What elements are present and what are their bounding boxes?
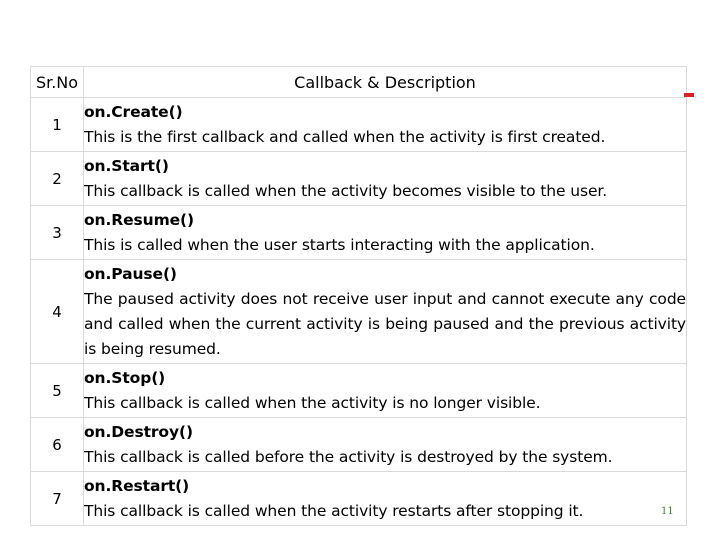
- row-description: [84, 206, 687, 260]
- callback-text: This callback is called when the activity becomes visible to the user.: [84, 181, 608, 200]
- row-description: [84, 98, 687, 152]
- header-sr-no: Sr.No: [31, 67, 84, 98]
- row-number: 6: [31, 418, 84, 472]
- callback-name: on.Restart(): [84, 476, 190, 495]
- callback-text: The paused activity does not receive user input and cannot execute any code and called when the current activity is being paused and the previous activity is being resumed.: [84, 289, 686, 358]
- table-row: [31, 364, 687, 418]
- callback-text: This is called when the user starts interacting with the application.: [84, 235, 595, 254]
- row-number: 4: [31, 260, 84, 364]
- callback-text: This callback is called when the activity restarts after stopping it.: [84, 501, 584, 520]
- row-number: 7: [31, 472, 84, 526]
- table-row: [31, 152, 687, 206]
- callback-name: on.Resume(): [84, 210, 195, 229]
- row-number: 1: [31, 98, 84, 152]
- callback-text: This callback is called when the activity is no longer visible.: [84, 393, 541, 412]
- header-callback-description: Callback & Description: [84, 67, 687, 98]
- table-row: [31, 472, 687, 526]
- table-row: [31, 206, 687, 260]
- callback-text: This callback is called before the activity is destroyed by the system.: [84, 447, 613, 466]
- table-row: [31, 98, 687, 152]
- callback-name: on.Stop(): [84, 368, 166, 387]
- table-row: [31, 418, 687, 472]
- row-description: [84, 260, 687, 364]
- row-number: 5: [31, 364, 84, 418]
- row-description: [84, 152, 687, 206]
- row-description: [84, 418, 687, 472]
- row-number: 2: [31, 152, 84, 206]
- callback-name: on.Start(): [84, 156, 169, 175]
- table-row: [31, 260, 687, 364]
- row-number: 3: [31, 206, 84, 260]
- callback-name: on.Pause(): [84, 264, 177, 283]
- row-description: [84, 472, 687, 526]
- accent-mark: [684, 93, 694, 97]
- table-header-row: [31, 67, 687, 98]
- callback-name: on.Create(): [84, 102, 183, 121]
- callbacks-table: [30, 66, 687, 526]
- callback-text: This is the first callback and called when the activity is first created.: [84, 127, 606, 146]
- row-description: [84, 364, 687, 418]
- page-number: 11: [661, 506, 674, 517]
- callback-name: on.Destroy(): [84, 422, 193, 441]
